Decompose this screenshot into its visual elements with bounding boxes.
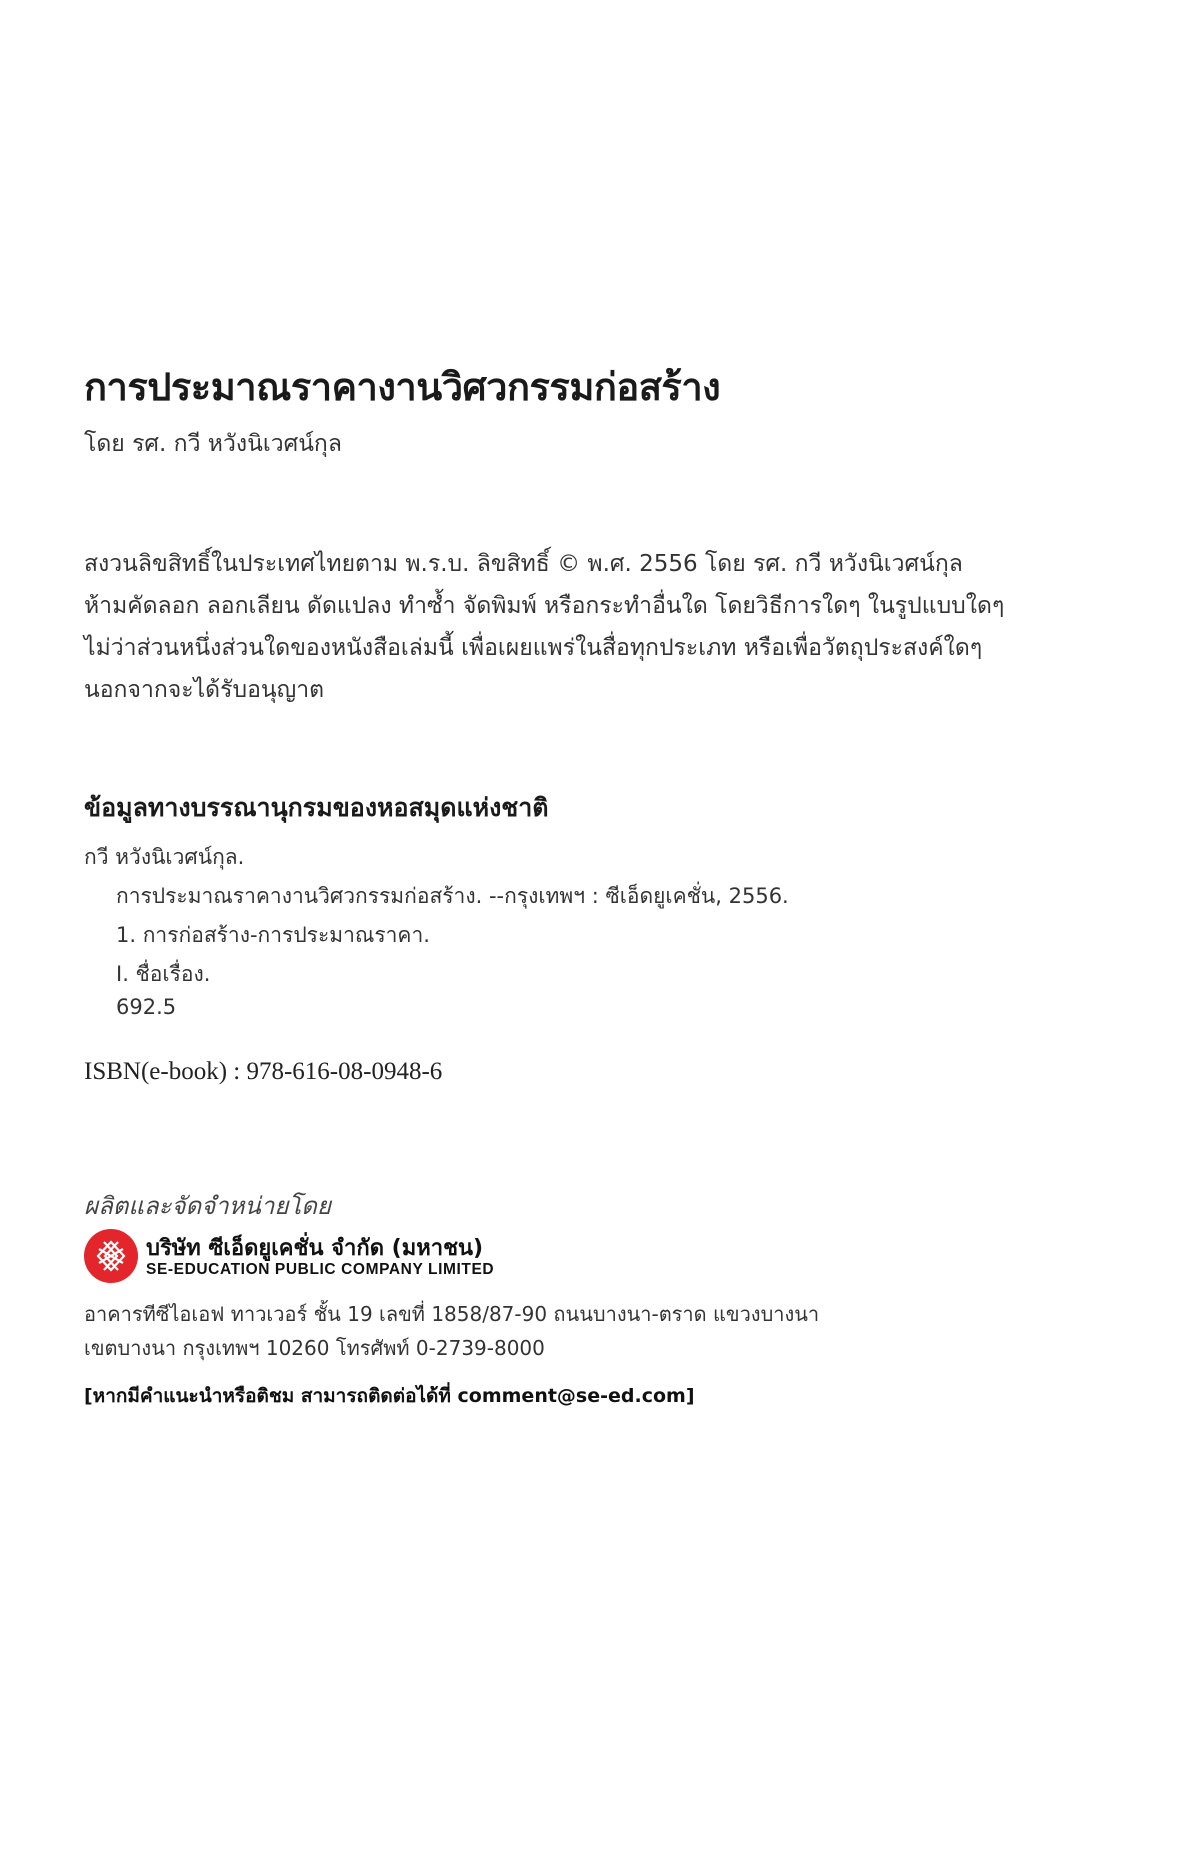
cip-author: กวี หวังนิเวศน์กุล. [84, 845, 245, 869]
feedback-contact: [หากมีคำแนะนำหรือติชม สามารถติดต่อได้ที่ comment@se-ed.com] [84, 1385, 695, 1407]
copyright-line: นอกจากจะได้รับอนุญาต [84, 677, 325, 703]
cip-classification: 692.5 [116, 995, 177, 1019]
publisher-name-thai: บริษัท ซีเอ็ดยูเคชั่น จำกัด (มหาชน) [146, 1236, 484, 1261]
copyright-line: สงวนลิขสิทธิ์ในประเทศไทยตาม พ.ร.บ. ลิขสิทธิ์ © พ.ศ. 2556 โดย รศ. กวี หวังนิเวศน์กุล [84, 551, 963, 577]
copyright-line: ห้ามคัดลอก ลอกเลียน ดัดแปลง ทำซ้ำ จัดพิมพ์ หรือกระทำอื่นใด โดยวิธีการใดๆ ในรูปแบบใดๆ [84, 593, 1005, 619]
publisher-address-line: เขตบางนา กรุงเทพฯ 10260 โทรศัพท์ 0-2739-8000 [84, 1336, 545, 1360]
cip-title-line: การประมาณราคางานวิศวกรรมก่อสร้าง. --กรุงเทพฯ : ซีเอ็ดยูเคชั่น, 2556. [116, 884, 789, 908]
book-author-byline: โดย รศ. กวี หวังนิเวศน์กุล [84, 431, 342, 457]
book-title: การประมาณราคางานวิศวกรรมก่อสร้าง [84, 365, 721, 409]
cip-heading: ข้อมูลทางบรรณานุกรมของหอสมุดแห่งชาติ [84, 793, 549, 822]
produced-by-label: ผลิตและจัดจำหน่ายโดย [84, 1192, 331, 1220]
isbn: ISBN(e-book) : 978-616-08-0948-6 [84, 1058, 443, 1085]
copyright-line: ไม่ว่าส่วนหนึ่งส่วนใดของหนังสือเล่มนี้ เพื่อเผยแพร่ในสื่อทุกประเภท หรือเพื่อวัตถุประสงค์ใดๆ [84, 635, 983, 661]
publisher-name-english: SE-EDUCATION PUBLIC COMPANY LIMITED [146, 1261, 495, 1278]
publisher-logo-icon [84, 1229, 138, 1283]
publisher-address-line: อาคารทีซีไอเอฟ ทาวเวอร์ ชั้น 19 เลขที่ 1858/87-90 ถนนบางนา-ตราด แขวงบางนา [84, 1302, 820, 1326]
cip-subject: 1. การก่อสร้าง-การประมาณราคา. [116, 923, 430, 947]
cip-title-entry: I. ชื่อเรื่อง. [116, 962, 211, 986]
